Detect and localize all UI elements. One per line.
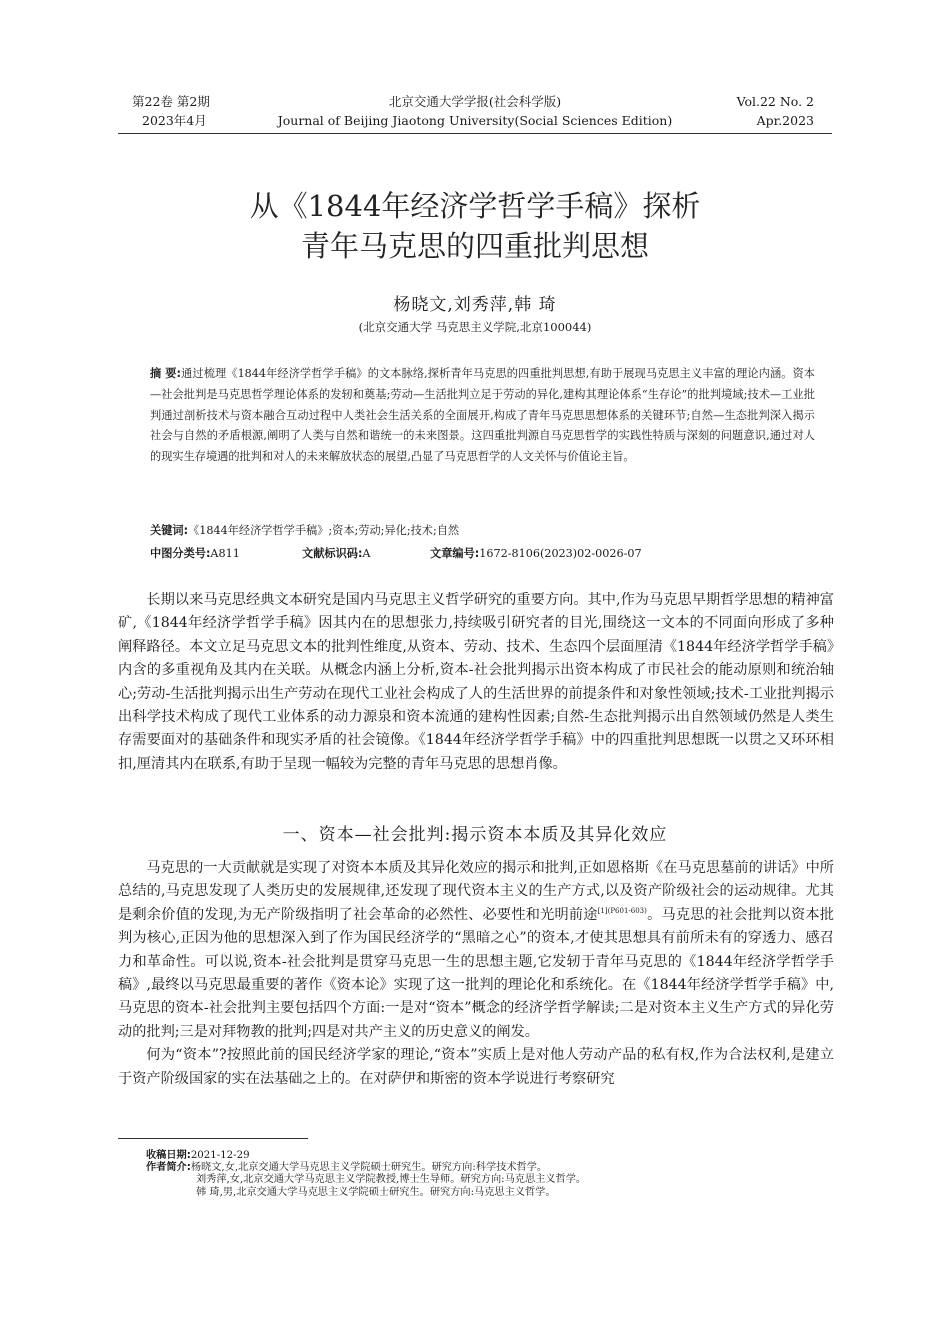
article-title <box>0 186 950 266</box>
intro-paragraph: 长期以来马克思经典文本研究是国内马克思主义哲学研究的重要方向。其中,作为马克思早期哲学思想的精神富矿,《1844年经济学哲学手稿》因其内在的思想张力,持续吸引研究者的目光,围绕这一文本的不同面向形成了多种阐释路径。本文立足马克思文本的批判性维度,从资本、劳动、技术、生态四个层面厘清《1844年经济学哲学手稿》内含的多重视角及其内在关联。从概念内涵上分析,资本-社会批判揭示出资本构成了市民社会的能动原则和统治轴心;劳动-生活批判揭示出生产劳动在现代工业社会构成了人的生活世界的前提条件和对象性领域;技术-工业批判揭示出科学技术构成了现代工业体系的动力源泉和资本流通的建构性因素;自然-生态批判揭示出自然领域仍然是人类生存需要面对的基础条件和现实矛盾的社会镜像。《1844年经济学哲学手稿》中的四重批判思想既一以贯之又环环相扣,厘清其内在联系,有助于呈现一幅较为完整的青年马克思的思想肖像。 <box>118 592 834 772</box>
clc-value: A811 <box>210 547 240 560</box>
title-line-2: 青年马克思的四重批判思想 <box>300 229 649 263</box>
article-label: 文章编号: <box>430 547 480 560</box>
author-bio-3: 韩 琦,男,北京交通大学马克思主义学院硕士研究生。研究方向:马克思主义哲学。 <box>196 1186 556 1198</box>
article-number <box>430 545 642 561</box>
classification-line <box>150 545 830 561</box>
section-1-body <box>118 857 834 1091</box>
author-bio-2: 刘秀萍,女,北京交通大学马克思主义学院教授,博士生导师。研究方向:马克思主义哲学。 <box>196 1174 587 1186</box>
bio-label: 作者简介: <box>146 1162 191 1174</box>
footnotes <box>146 1150 826 1199</box>
volume-issue-cn: 第22卷 第2期 <box>132 94 210 109</box>
running-header <box>118 92 832 132</box>
introduction <box>118 589 834 776</box>
journal-name-en: Journal of Beijing Jiaotong University(Social Sciences Edition) <box>277 113 673 128</box>
doc-value: A <box>362 547 371 560</box>
received-label: 收稿日期: <box>146 1150 191 1161</box>
section-1-paragraph-2: 何为“资本”?按照此前的国民经济学家的理论,“资本”实质上是对他人劳动产品的私有权,作为合法权利,是建立于资产阶级国家的实在法基础之上的。在对萨伊和斯密的资本学说进行考察研究 <box>118 1047 834 1087</box>
paragraph-text: 。马克思的社会批判以资本批判为核心,正因为他的思想深入到了作为国民经济学的“黑暗之心”的资本,才使其思想具有前所未有的穿透力、感召力和革命性。可以说,资本-社会批判是贯穿马克思一生的思想主题,它发轫于青年马克思的《1844年经济学哲学手稿》,最终以马克思最重要的著作《资本论》实现了这一批判的理论化和系统化。在《1844年经济学哲学手稿》中,马克思的资本-社会批判主要包括四个方面:一是对“资本”概念的经济学哲学解读;二是对资本主义生产方式的异化劳动的批判;三是对拜物教的批判;四是对共产主义的历史意义的阐发。 <box>118 906 834 1040</box>
bio-text: 杨晓文,女,北京交通大学马克思主义学院硕士研究生。研究方向:科学技术哲学。 <box>190 1162 548 1174</box>
section-heading-1: 一、资本—社会批判:揭示资本本质及其异化效应 <box>282 825 668 845</box>
received-date <box>146 1150 826 1162</box>
header-center <box>118 92 832 130</box>
doc-code <box>302 545 371 561</box>
section-1-paragraph-1 <box>118 857 834 1044</box>
author-list: 杨晓文,刘秀萍,韩 琦 <box>393 295 557 315</box>
date-en: Apr.2023 <box>756 113 814 128</box>
paragraph-text: 马克思的一大贡献就是实现了对资本本质及其异化效应的揭示和批判,正如恩格斯《在马克思墓前的讲话》中所总结的,马克思发现了人类历史的发展规律,还发现了现代资本主义的生产方式,以及资产阶级社会的运动规律。尤其是剩余价值的发现,为无产阶级指明了社会革命的必然性、必要性和光明前途 <box>118 860 834 923</box>
received-value: 2021-12-29 <box>190 1150 250 1161</box>
footnote-rule <box>118 1138 308 1139</box>
header-right <box>737 92 814 130</box>
abstract <box>150 364 815 468</box>
header-rule <box>118 133 832 134</box>
clc-code <box>150 545 240 561</box>
article-value: 1672-8106(2023)02-0026-07 <box>479 547 642 560</box>
journal-name-cn: 北京交通大学学报(社会科学版) <box>388 94 562 109</box>
author-bio-1 <box>146 1162 826 1174</box>
volume-issue-en: Vol.22 No. 2 <box>736 94 814 109</box>
abstract-label: 摘 要: <box>150 367 182 380</box>
keywords-text: 《1844年经济学哲学手稿》;资本;劳动;异化;技术;自然 <box>188 524 460 537</box>
title-line-1: 从《1844年经济学哲学手稿》探析 <box>249 189 701 223</box>
affiliation: (北京交通大学 马克思主义学院,北京100044) <box>358 320 592 334</box>
doc-label: 文献标识码: <box>302 547 363 560</box>
keywords <box>150 522 459 538</box>
citation-ref: [1](P601-603) <box>597 906 647 915</box>
abstract-text: 通过梳理《1844年经济学哲学手稿》的文本脉络,探析青年马克思的四重批判思想,有助于展现马克思主义丰富的理论内涵。资本—社会批判是马克思哲学理论体系的发轫和奠基;劳动—生活批判立足于劳动的异化,建构其理论体系“生存论”的批判境域;技术—工业批判通过剖析技术与资本融合互动过程中人类社会生活关系的全面展开,构成了青年马克思思想体系的关键环节;自然—生态批判深入揭示社会与自然的矛盾根源,阐明了人类与自然和谐统一的未来图景。这四重批判源自马克思哲学的实践性特质与深刻的问题意识,通过对人的现实生存境遇的批判和对人的未来解放状态的展望,凸显了马克思哲学的人文关怀与价值论主旨。 <box>150 367 815 464</box>
date-cn: 2023年4月 <box>142 113 207 128</box>
keywords-label: 关键词: <box>150 524 189 537</box>
clc-label: 中图分类号: <box>150 547 211 560</box>
